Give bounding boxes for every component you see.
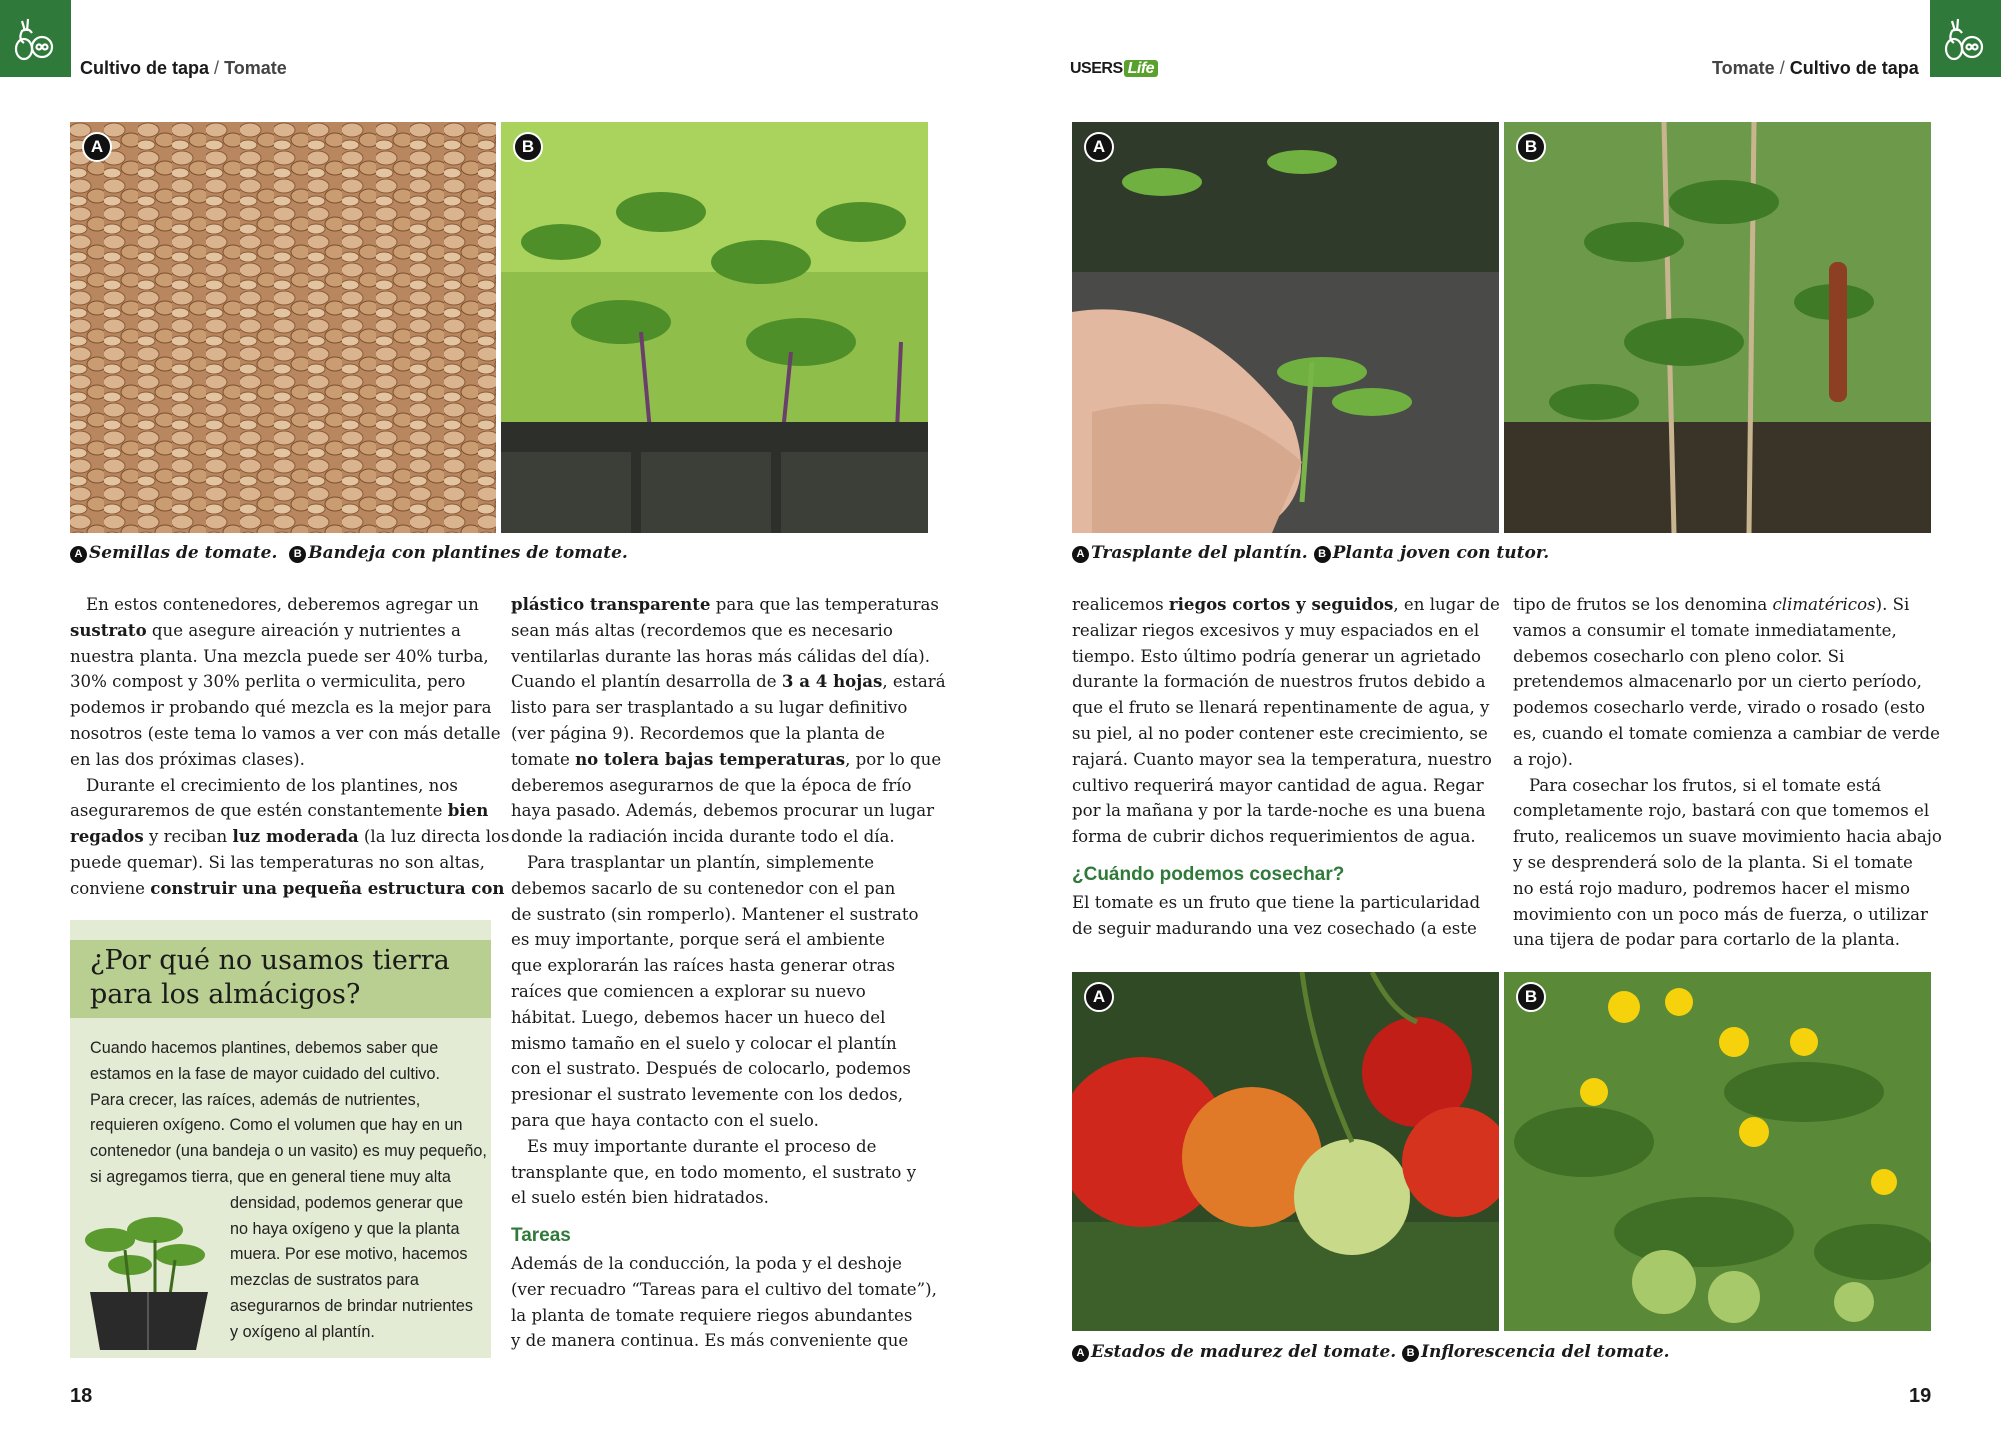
text-line: regados y reciban luz moderada (la luz directa los	[70, 826, 510, 847]
info-box-title-line: para los almácigos?	[90, 979, 361, 1010]
text-line: a rojo).	[1513, 749, 1573, 769]
text-line: mismo tamaño en el suelo y colocar el plantín	[511, 1033, 897, 1053]
text-line: que explorarán las raíces hasta generar otras	[511, 956, 896, 976]
text-line: debemos cosecharlo con pleno color. Si	[1513, 646, 1845, 666]
photo-badge-b: B	[1516, 132, 1546, 162]
logo-life: Life	[1124, 60, 1158, 77]
caption-badge-b: B	[1314, 546, 1331, 563]
vegetable-icon	[1940, 13, 1992, 65]
caption-b-text: Inflorescencia del tomate.	[1421, 1342, 1670, 1362]
breadcrumb-topic: Tomate	[1712, 58, 1775, 78]
text-line: nosotros (este tema lo vamos a ver con más detalle	[70, 723, 501, 743]
text-line: Además de la conducción, la poda y el deshoje	[511, 1253, 902, 1273]
photo-badge-a: A	[1084, 132, 1114, 162]
caption-a-text: Semillas de tomate.	[89, 543, 278, 563]
text-line: fruto, realicemos un suave movimiento hacia abajo	[1513, 827, 1942, 847]
left-column-1	[70, 592, 510, 902]
text-line: Durante el crecimiento de los plantines, nos	[86, 775, 458, 795]
text-line: durante la formación de nuestros frutos debido a	[1072, 672, 1486, 692]
box-line: si agregamos tierra, que en general tiene muy alta	[90, 1167, 451, 1186]
seedling-pot-illustration	[70, 1200, 220, 1358]
text-line: movimiento con un poco más de fuerza, o utilizar	[1513, 904, 1928, 924]
text-line: con el sustrato. Después de colocarlo, podemos	[511, 1059, 911, 1079]
text-line: el suelo estén bien hidratados.	[511, 1188, 769, 1208]
photo-badge-a: A	[1084, 982, 1114, 1012]
text-line: ventilarlas durante las horas más cálidas del día).	[511, 646, 930, 666]
text-line: puede quemar). Si las temperaturas no son altas,	[70, 852, 485, 872]
info-box	[70, 920, 491, 1358]
caption-b-text: Planta joven con tutor.	[1332, 543, 1550, 563]
text-line: la planta de tomate requiere riegos abundantes	[511, 1305, 913, 1325]
text-line: completamente rojo, bastará con que tomemos el	[1513, 801, 1930, 821]
text-line: (ver recuadro “Tareas para el cultivo del tomate”),	[511, 1279, 937, 1299]
text-line: tiempo. Esto último podría generar un agrietado	[1072, 646, 1481, 666]
text-line: de sustrato (sin romperlo). Mantener el sustrato	[511, 904, 919, 924]
transplant-photo	[1072, 122, 1499, 533]
text-line: cultivo requerirá mayor cantidad de agua. Regar	[1072, 775, 1484, 795]
box-line: y oxígeno al plantín.	[230, 1322, 375, 1341]
photo-badge-a: A	[82, 132, 112, 162]
caption-badge-a: A	[1072, 1345, 1089, 1362]
staked-plant-photo	[1504, 122, 1931, 533]
corner-tab-left	[0, 0, 71, 77]
text-line: transplante que, en todo momento, el sustrato y	[511, 1162, 917, 1182]
text-line: y se desprenderá solo de la planta. Si el tomate	[1513, 852, 1913, 872]
text-line: tipo de frutos se los denomina climatéricos). Si	[1513, 595, 1910, 614]
vegetable-icon	[10, 13, 62, 65]
text-line: En estos contenedores, deberemos agregar un	[86, 595, 479, 614]
text-line: Para cosechar los frutos, si el tomate está	[1529, 775, 1882, 795]
breadcrumb-separator: /	[214, 58, 220, 78]
breadcrumb-left	[80, 58, 287, 79]
text-line: aseguraremos de que estén constantemente bien	[70, 800, 489, 821]
right-bottom-caption	[1072, 1342, 1670, 1362]
caption-badge-a: A	[1072, 546, 1089, 563]
caption-badge-b: B	[289, 546, 306, 563]
text-line: realizar riegos excesivos y muy espaciados en el	[1072, 620, 1480, 640]
text-line: es muy importante, porque será el ambiente	[511, 930, 885, 950]
breadcrumb-section: Cultivo de tapa	[1789, 58, 1919, 78]
text-line: Es muy importante durante el proceso de	[527, 1136, 877, 1156]
text-line: debemos sacarlo de su contenedor con el pan	[511, 878, 896, 898]
text-line: hábitat. Luego, debemos hacer un hueco del	[511, 1007, 886, 1027]
box-line: contenedor (una bandeja o un vasito) es muy pequeño,	[90, 1142, 487, 1161]
text-line: podemos cosecharlo verde, virado o rosado (esto	[1513, 698, 1926, 718]
text-line: (ver página 9). Recordemos que la planta de	[511, 723, 885, 743]
text-line: de seguir madurando una vez cosechado (a este	[1072, 918, 1477, 938]
text-line: donde la radiación incida durante todo el día.	[511, 827, 895, 847]
text-line: presionar el sustrato levemente con los dedos,	[511, 1085, 904, 1105]
text-line: deberemos asegurarnos de que la época de frío	[511, 775, 912, 795]
logo-users: USERS	[1070, 60, 1123, 77]
page-number-right: 19	[1909, 1385, 1932, 1407]
info-box-title	[70, 940, 491, 1018]
text-line: El tomate es un fruto que tiene la particularidad	[1072, 892, 1481, 912]
page-number-left: 18	[70, 1385, 93, 1407]
text-line: su piel, al no poder contener este crecimiento, se	[1072, 723, 1488, 743]
text-line: que el fruto se llenará repentinamente de agua, y	[1072, 698, 1490, 718]
text-line: rajará. Cuanto mayor sea la temperatura, nuestro	[1072, 749, 1492, 769]
text-line: haya pasado. Además, debemos procurar un lugar	[511, 801, 935, 821]
text-line: es, cuando el tomate comienza a cambiar de verde	[1513, 723, 1940, 743]
box-line: asegurarnos de brindar nutrientes	[230, 1296, 473, 1315]
text-line: realicemos riegos cortos y seguidos, en lugar de	[1072, 594, 1500, 614]
text-line: no está rojo maduro, podremos hacer el mismo	[1513, 878, 1910, 898]
caption-b-text: Bandeja con plantines de tomate.	[308, 543, 628, 563]
seedling-tray-photo	[501, 122, 928, 533]
text-line: en las dos próximas clases).	[70, 749, 305, 769]
left-photo-caption	[70, 543, 628, 563]
text-line: y de manera continua. Es más conveniente que	[511, 1331, 909, 1351]
caption-badge-a: A	[70, 546, 87, 563]
box-line: Para crecer, las raíces, además de nutrientes,	[90, 1090, 421, 1109]
seeds-photo	[70, 122, 496, 533]
box-line: requieren oxígeno. Como el volumen que hay en un	[90, 1116, 463, 1135]
caption-a-text: Trasplante del plantín.	[1091, 543, 1308, 563]
box-line: no haya oxígeno y que la planta	[230, 1219, 460, 1238]
photo-badge-b: B	[513, 132, 543, 162]
tomato-flowers-photo	[1504, 972, 1931, 1331]
text-line: por la mañana y por la tarde-noche es una buena	[1072, 801, 1486, 821]
text-line: 30% compost y 30% perlita o vermiculita, pero	[70, 672, 466, 692]
text-line: forma de cubrir dichos requerimientos de agua.	[1072, 827, 1476, 847]
breadcrumb-right	[1712, 58, 1919, 79]
text-line: listo para ser trasplantado a su lugar definitivo	[511, 698, 908, 718]
left-column-2	[511, 592, 946, 1354]
caption-a-text: Estados de madurez del tomate.	[1091, 1342, 1397, 1362]
breadcrumb-section: Cultivo de tapa	[80, 58, 210, 78]
box-line: estamos en la fase de mayor cuidado del cultivo.	[90, 1064, 441, 1083]
text-line: sustrato que asegure aireación y nutrientes a	[70, 619, 461, 640]
right-top-caption	[1072, 543, 1549, 563]
text-line: una tijera de podar para cortarlo de la planta.	[1513, 930, 1901, 950]
photo-badge-b: B	[1516, 982, 1546, 1012]
text-line: sean más altas (recordemos que es necesario	[511, 620, 893, 640]
users-life-logo	[1070, 60, 1158, 78]
text-line: para que haya contacto con el suelo.	[511, 1110, 819, 1130]
box-line: mezclas de sustratos para	[230, 1271, 419, 1290]
caption-badge-b: B	[1402, 1345, 1419, 1362]
breadcrumb-separator: /	[1779, 58, 1785, 78]
section-heading-tareas: Tareas	[511, 1225, 571, 1247]
text-line: conviene construir una pequeña estructura con	[70, 877, 505, 898]
text-line: podemos ir probando qué mezcla es la mejor para	[70, 698, 492, 718]
right-column-1	[1072, 592, 1512, 941]
text-line: Para trasplantar un plantín, simplemente	[527, 852, 875, 872]
info-box-title-line: ¿Por qué no usamos tierra	[90, 945, 450, 976]
box-line: Cuando hacemos plantines, debemos saber que	[90, 1039, 439, 1057]
corner-tab-right	[1930, 0, 2001, 77]
text-line: pretendemos almacenarlo por un cierto período,	[1513, 672, 1922, 692]
right-column-2	[1513, 592, 1953, 953]
text-line: raíces que comiencen a explorar su nuevo	[511, 981, 866, 1001]
breadcrumb-topic: Tomate	[224, 58, 287, 78]
text-line: vamos a consumir el tomate inmediatamente,	[1513, 620, 1897, 640]
section-heading-cosechar: ¿Cuándo podemos cosechar?	[1072, 863, 1345, 885]
box-line: densidad, podemos generar que	[230, 1193, 464, 1212]
text-line: nuestra planta. Una mezcla puede ser 40% turba,	[70, 646, 489, 666]
box-line: muera. Por ese motivo, hacemos	[230, 1245, 468, 1264]
ripening-tomatoes-photo	[1072, 972, 1499, 1331]
text-line: tomate no tolera bajas temperaturas, por lo que	[511, 748, 942, 769]
text-line: Cuando el plantín desarrolla de 3 a 4 hojas, estará	[511, 671, 946, 692]
text-line: plástico transparente para que las temperaturas	[511, 594, 939, 614]
